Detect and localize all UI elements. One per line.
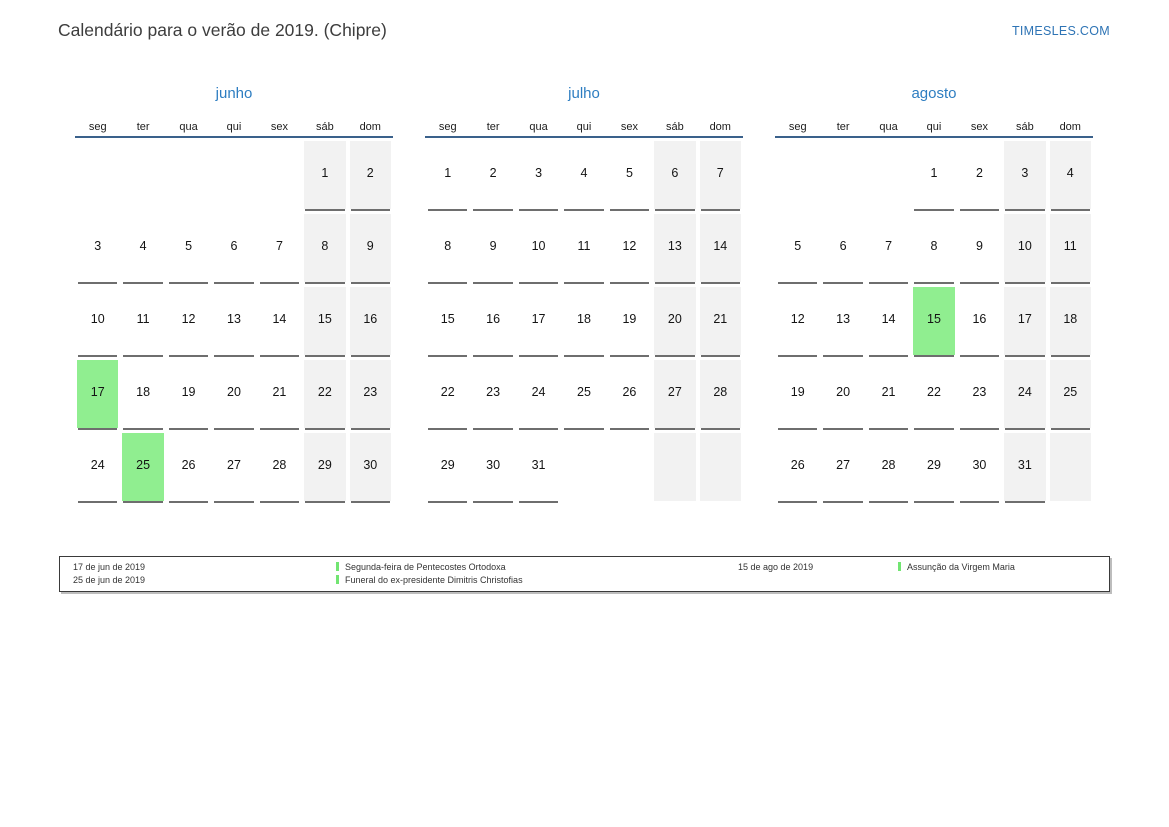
day-number: 11 [1063,238,1077,253]
day-cell [866,430,911,503]
month-title: junho [215,85,253,102]
empty-day-cell [120,138,165,211]
day-cell [1002,430,1047,503]
day-cell [120,284,165,357]
day-cell-background [777,141,818,209]
day-cell [257,430,302,503]
week-row [75,211,393,284]
day-cell [1048,211,1093,284]
day-number: 23 [486,384,501,399]
day-cell [775,211,820,284]
week-row [775,357,1093,430]
day-cell [470,211,515,284]
empty-day-cell [820,138,865,211]
day-number: 23 [972,384,987,399]
day-cell [652,211,697,284]
day-cell [561,284,606,357]
day-number: 9 [366,238,374,253]
day-number: 24 [1017,384,1032,399]
day-cell [775,357,820,430]
weekday-label: ter [836,121,850,133]
day-cell [1048,138,1093,211]
day-number: 17 [90,384,105,399]
day-cell [957,357,1002,430]
weekday-label: sex [620,121,638,133]
day-number: 3 [1021,165,1029,180]
week-row [75,430,393,503]
day-number: 18 [1063,311,1078,326]
day-number: 3 [535,165,543,180]
week-row [425,430,743,503]
day-cell [75,430,120,503]
legend-holidays-column [898,561,1015,574]
day-cell [166,211,211,284]
day-cell [957,138,1002,211]
day-number: 1 [444,165,452,180]
day-cell [302,138,347,211]
day-cell-background [77,141,118,209]
day-cell [1048,357,1093,430]
weekday-label: ter [486,121,500,133]
day-number: 19 [790,384,805,399]
day-number: 11 [136,311,150,326]
weekday-label: qua [879,121,898,133]
day-number: 12 [622,238,637,253]
day-number: 17 [531,311,546,326]
day-number: 24 [531,384,546,399]
day-number: 14 [272,311,287,326]
day-number: 30 [486,457,501,472]
day-number: 5 [625,165,633,180]
month-title: julho [568,85,600,102]
empty-day-cell [166,138,211,211]
day-number: 20 [836,384,851,399]
day-cell [957,430,1002,503]
day-cell [470,138,515,211]
day-number: 11 [577,238,591,253]
day-number: 8 [444,238,452,253]
day-cell [120,357,165,430]
day-number: 24 [90,457,105,472]
day-cell [866,211,911,284]
day-cell [425,430,470,503]
day-cell [607,138,652,211]
day-cell [698,357,743,430]
day-cell [652,284,697,357]
day-cell [1002,284,1047,357]
holiday-legend-box [59,556,1110,592]
weekday-label: seg [88,121,107,133]
day-number: 20 [227,384,241,399]
legend-dates-column [738,561,813,574]
day-number: 18 [136,384,151,399]
weekday-label: dom [1059,121,1081,133]
day-cell [302,284,347,357]
day-number: 10 [1017,238,1032,253]
day-number: 2 [975,165,983,180]
day-cell [75,284,120,357]
weekday-label: sex [970,121,988,133]
day-cell [775,284,820,357]
day-cell [75,211,120,284]
week-row [75,357,393,430]
day-number: 10 [90,311,105,326]
day-number: 25 [136,457,151,472]
day-cell [166,284,211,357]
day-cell-background [122,141,163,209]
weekday-label: sáb [1015,121,1034,133]
legend-date: 17 de jun de 2019 [73,562,146,572]
day-number: 21 [713,311,728,326]
day-number: 9 [489,238,497,253]
empty-day-cell [561,430,606,503]
day-number: 27 [667,384,682,399]
calendars-container [75,84,1093,503]
day-number: 10 [531,238,546,253]
day-cell [166,430,211,503]
day-cell [348,284,393,357]
day-number: 16 [972,311,987,326]
day-number: 14 [713,238,728,253]
day-number: 30 [972,457,987,472]
day-number: 26 [790,457,805,472]
empty-day-cell [698,430,743,503]
day-cell [911,138,956,211]
day-number: 17 [1017,311,1032,326]
weekday-label: sáb [665,121,684,133]
day-cell [516,138,561,211]
day-cell [302,357,347,430]
day-cell [425,357,470,430]
day-cell [302,430,347,503]
day-number: 31 [531,457,546,472]
empty-day-cell [211,138,256,211]
weekday-label: qua [179,121,198,133]
day-number: 6 [230,238,238,253]
day-cell [516,357,561,430]
day-cell [257,211,302,284]
weekday-label: qui [226,121,242,133]
day-number: 26 [181,457,196,472]
day-number: 26 [622,384,637,399]
page-title: Calendário para o verão de 2019. (Chipre) [58,20,387,40]
day-number: 2 [366,165,374,180]
week-row [425,284,743,357]
day-number: 12 [181,311,196,326]
day-cell-background [563,433,604,501]
day-cell [607,211,652,284]
month-grid [425,138,743,503]
legend-holiday-name: Segunda-feira de Pentecostes Ortodoxa [345,562,506,572]
weekday-label: qui [926,121,942,133]
day-number: 8 [321,238,329,253]
day-number: 15 [927,311,941,326]
day-cell [561,211,606,284]
day-number: 15 [440,311,455,326]
day-cell [470,284,515,357]
day-cell [820,357,865,430]
week-row [425,357,743,430]
day-cell [516,430,561,503]
day-cell [348,211,393,284]
day-cell [516,284,561,357]
day-cell [348,138,393,211]
day-number: 29 [440,457,455,472]
day-cell [911,357,956,430]
day-number: 23 [363,384,378,399]
day-number: 19 [181,384,196,399]
empty-day-cell [607,430,652,503]
weekday-label: dom [709,121,731,133]
day-cell [166,357,211,430]
holiday-marker-bar [336,562,339,571]
day-cell [698,138,743,211]
legend-date: 15 de ago de 2019 [738,562,814,572]
day-cell-background [259,141,300,209]
day-number: 25 [1063,384,1078,399]
day-number: 19 [622,311,637,326]
day-cell [425,284,470,357]
day-number: 29 [317,457,332,472]
empty-day-cell [1048,430,1093,503]
day-cell-background [868,141,909,209]
day-number: 16 [486,311,501,326]
weekday-label: seg [788,121,807,133]
day-number: 1 [321,165,329,180]
empty-day-cell [775,138,820,211]
legend-date: 25 de jun de 2019 [73,575,146,585]
day-cell [652,357,697,430]
day-number: 30 [363,457,378,472]
day-number: 21 [881,384,896,399]
week-row [75,138,393,211]
day-number: 27 [227,457,241,472]
day-number: 7 [716,165,724,180]
day-cell [820,430,865,503]
day-cell [607,357,652,430]
legend-holidays-column [336,561,523,587]
day-cell [820,211,865,284]
legend-dates-column [73,561,145,587]
week-row [425,138,743,211]
day-cell [1002,211,1047,284]
day-cell-background [822,141,863,209]
day-number: 7 [885,238,893,253]
calendar-julho [425,84,743,503]
day-number: 1 [930,165,938,180]
day-number: 28 [881,457,896,472]
legend-holiday [898,561,1015,574]
day-number: 13 [667,238,682,253]
day-cell [1002,357,1047,430]
legend-holiday-name: Funeral do ex-presidente Dimitris Christofias [345,575,523,585]
week-row [775,284,1093,357]
day-cell [1048,284,1093,357]
empty-day-cell [257,138,302,211]
day-cell [911,430,956,503]
day-number: 28 [713,384,728,399]
day-cell-background [654,433,695,501]
day-cell [911,284,956,357]
day-cell-background [1050,433,1091,501]
weekday-label: qua [529,121,548,133]
day-cell-background [609,433,650,501]
month-title: agosto [911,85,957,102]
day-number: 31 [1017,457,1032,472]
weekday-label: dom [359,121,381,133]
day-number: 9 [975,238,983,253]
site-link[interactable]: TIMESLES.COM [1011,24,1110,38]
week-row [775,138,1093,211]
day-number: 8 [930,238,938,253]
day-number: 29 [927,457,941,472]
day-number: 22 [317,384,332,399]
holiday-marker-bar [336,575,339,584]
day-cell [820,284,865,357]
legend-holiday [336,561,523,574]
day-cell [866,357,911,430]
day-cell [866,284,911,357]
day-number: 7 [275,238,283,253]
day-number: 27 [836,457,851,472]
day-number: 22 [440,384,455,399]
day-cell [257,357,302,430]
month-grid [75,138,393,503]
week-row [775,211,1093,284]
day-number: 12 [790,311,805,326]
weekday-label: sáb [315,121,334,133]
day-number: 20 [667,311,682,326]
day-number: 21 [272,384,287,399]
calendar-agosto [775,84,1093,503]
weekday-label: sex [270,121,288,133]
day-number: 5 [185,238,193,253]
week-row [775,430,1093,503]
weekday-header-row [75,106,393,138]
day-number: 16 [363,311,378,326]
day-number: 4 [1066,165,1074,180]
month-grid [775,138,1093,503]
day-cell [470,357,515,430]
week-row [425,211,743,284]
day-cell [211,357,256,430]
day-cell-background [700,433,741,501]
day-number: 15 [317,311,332,326]
day-cell [698,284,743,357]
day-number: 22 [927,384,941,399]
day-cell [561,357,606,430]
day-cell [607,284,652,357]
day-cell [257,284,302,357]
weekday-label: seg [438,121,457,133]
day-cell [425,138,470,211]
day-number: 28 [272,457,287,472]
legend-holiday [336,574,523,587]
day-cell [775,430,820,503]
day-number: 4 [139,238,147,253]
day-cell [561,138,606,211]
day-number: 13 [227,311,241,326]
day-cell [516,211,561,284]
weekday-header-row [425,106,743,138]
day-number: 4 [580,165,588,180]
day-cell [425,211,470,284]
day-cell [75,357,120,430]
day-number: 25 [577,384,591,399]
day-cell [1002,138,1047,211]
day-cell-background [168,141,209,209]
day-cell [470,430,515,503]
empty-day-cell [652,430,697,503]
holiday-marker-bar [898,562,901,571]
day-number: 2 [489,165,497,180]
weekday-header-row [775,106,1093,138]
week-row [75,284,393,357]
empty-day-cell [866,138,911,211]
day-number: 18 [577,311,591,326]
empty-day-cell [75,138,120,211]
day-cell [348,430,393,503]
day-number: 6 [839,238,847,253]
calendar-junho [75,84,393,503]
day-cell [911,211,956,284]
day-number: 3 [94,238,102,253]
day-cell [348,357,393,430]
day-number: 6 [671,165,679,180]
day-cell [698,211,743,284]
day-number: 13 [836,311,851,326]
day-number: 14 [881,311,896,326]
day-cell [302,211,347,284]
day-cell [211,211,256,284]
day-cell-background [213,141,254,209]
day-cell [957,211,1002,284]
day-cell [652,138,697,211]
day-cell [211,284,256,357]
day-cell [211,430,256,503]
weekday-label: ter [136,121,150,133]
weekday-label: qui [576,121,592,133]
day-cell [957,284,1002,357]
day-cell [120,430,165,503]
day-number: 5 [794,238,802,253]
day-cell [120,211,165,284]
legend-holiday-name: Assunção da Virgem Maria [907,562,1015,572]
